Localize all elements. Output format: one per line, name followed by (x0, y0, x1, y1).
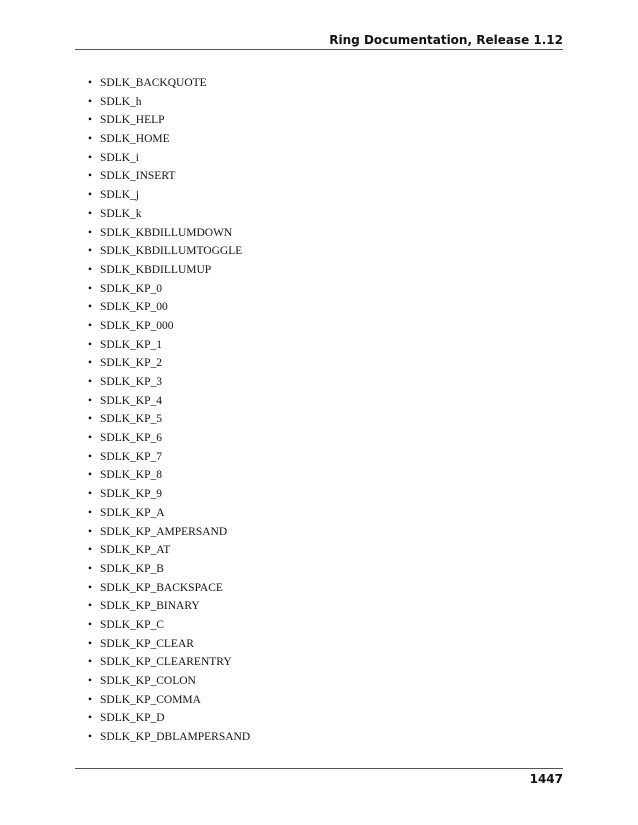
bullet-icon: • (88, 376, 93, 388)
list-item-label: SDLK_KP_4 (100, 394, 162, 407)
bullet-icon: • (88, 488, 93, 501)
list-item-label: SDLK_KP_6 (100, 432, 162, 445)
list-item (88, 149, 250, 168)
bullet-icon: • (88, 301, 93, 314)
list-item (88, 485, 250, 504)
list-item (88, 205, 250, 224)
list-item (88, 280, 250, 299)
bullet-icon: • (88, 656, 93, 669)
bullet-icon: • (88, 712, 93, 725)
list-item-label: SDLK_HELP (100, 114, 165, 127)
list-item-label: SDLK_KP_BACKSPACE (100, 581, 223, 594)
list-item (88, 429, 250, 448)
bullet-icon: • (88, 506, 93, 519)
bullet-icon: • (88, 338, 93, 351)
list-item-label: SDLK_KP_8 (100, 469, 162, 482)
bullet-icon: • (88, 77, 93, 89)
list-item (88, 74, 250, 93)
list-item-label: SDLK_KP_CLEARENTRY (100, 656, 232, 669)
list-item-label: SDLK_KP_COLON (100, 675, 196, 687)
list-item (88, 186, 250, 205)
list-item (88, 167, 250, 186)
list-item (88, 317, 250, 336)
bullet-icon: • (88, 245, 93, 258)
list-item (88, 354, 250, 373)
list-item-label: SDLK_KP_AT (100, 544, 171, 557)
list-item-label: SDLK_KP_AMPERSAND (100, 525, 228, 538)
list-item-label: SDLK_KP_A (100, 506, 165, 519)
bullet-icon: • (88, 731, 93, 744)
bullet-icon: • (88, 189, 93, 202)
list-item-label: SDLK_KBDILLUMDOWN (100, 226, 233, 239)
list-item (88, 392, 250, 411)
list-item-label: SDLK_KP_COMMA (100, 693, 201, 706)
list-item (88, 523, 250, 542)
list-item (88, 672, 250, 691)
bullet-icon: • (88, 357, 93, 370)
footer-divider (75, 768, 563, 769)
bullet-icon: • (88, 618, 93, 631)
bullet-icon: • (88, 394, 93, 407)
list-item (88, 579, 250, 598)
list-item (88, 691, 250, 710)
list-item-label: SDLK_KP_000 (100, 319, 174, 332)
list-item-label: SDLK_BACKQUOTE (100, 77, 207, 89)
bullet-icon: • (88, 226, 93, 239)
list-item (88, 298, 250, 317)
bullet-icon: • (88, 675, 93, 687)
running-header-title: Ring Documentation, Release 1.12 (329, 33, 563, 47)
bullet-icon: • (88, 562, 93, 575)
list-item (88, 728, 250, 747)
list-item (88, 541, 250, 560)
list-item-label: SDLK_KP_D (100, 712, 165, 725)
bullet-icon: • (88, 133, 93, 146)
bullet-icon: • (88, 114, 93, 127)
bullet-icon: • (88, 432, 93, 445)
list-item-label: SDLK_INSERT (100, 170, 176, 183)
bullet-icon: • (88, 581, 93, 594)
bullet-icon: • (88, 600, 93, 613)
list-item (88, 448, 250, 467)
list-item-label: SDLK_k (100, 207, 142, 220)
list-item-label: SDLK_KP_0 (100, 282, 162, 295)
list-item-label: SDLK_j (100, 189, 139, 202)
bullet-icon: • (88, 95, 93, 108)
bullet-icon: • (88, 450, 93, 463)
list-item-label: SDLK_KP_DBLAMPERSAND (100, 731, 251, 744)
bullet-icon: • (88, 282, 93, 295)
list-item-label: SDLK_KP_00 (100, 301, 168, 314)
list-item-label: SDLK_KBDILLUMUP (100, 263, 212, 276)
list-item (88, 224, 250, 243)
bullet-icon: • (88, 637, 93, 650)
list-item-label: SDLK_KP_5 (100, 413, 162, 426)
bullet-icon: • (88, 544, 93, 557)
bullet-icon: • (88, 525, 93, 538)
list-item-label: SDLK_KP_CLEAR (100, 637, 194, 650)
list-item (88, 466, 250, 485)
list-item (88, 709, 250, 728)
list-item-label: SDLK_KP_9 (100, 488, 162, 501)
constant-bullet-list (88, 74, 250, 747)
list-item (88, 635, 250, 654)
bullet-icon: • (88, 413, 93, 426)
bullet-icon: • (88, 170, 93, 183)
list-item-label: SDLK_KP_2 (100, 357, 162, 370)
list-item (88, 616, 250, 635)
header-divider (75, 49, 563, 50)
list-item (88, 242, 250, 261)
list-item-label: SDLK_KP_3 (100, 376, 162, 388)
list-item (88, 410, 250, 429)
list-item (88, 336, 250, 355)
list-item-label: SDLK_KP_1 (100, 338, 162, 351)
list-item-label: SDLK_KP_BINARY (100, 600, 200, 613)
list-item (88, 373, 250, 392)
list-item-label: SDLK_h (100, 95, 142, 108)
bullet-icon: • (88, 319, 93, 332)
list-item-label: SDLK_KP_7 (100, 450, 162, 463)
list-item-label: SDLK_i (100, 151, 139, 164)
bullet-icon: • (88, 263, 93, 276)
list-item-label: SDLK_KP_C (100, 618, 164, 631)
list-item-label: SDLK_HOME (100, 133, 170, 146)
list-item (88, 93, 250, 112)
list-item-label: SDLK_KBDILLUMTOGGLE (100, 245, 243, 258)
bullet-icon: • (88, 207, 93, 220)
list-item (88, 261, 250, 280)
list-item (88, 130, 250, 149)
list-item (88, 111, 250, 130)
bullet-icon: • (88, 693, 93, 706)
list-item (88, 597, 250, 616)
list-item (88, 653, 250, 672)
list-item (88, 560, 250, 579)
list-item (88, 504, 250, 523)
page-number: 1447 (529, 772, 563, 786)
bullet-icon: • (88, 151, 93, 164)
list-item-label: SDLK_KP_B (100, 562, 164, 575)
bullet-icon: • (88, 469, 93, 482)
